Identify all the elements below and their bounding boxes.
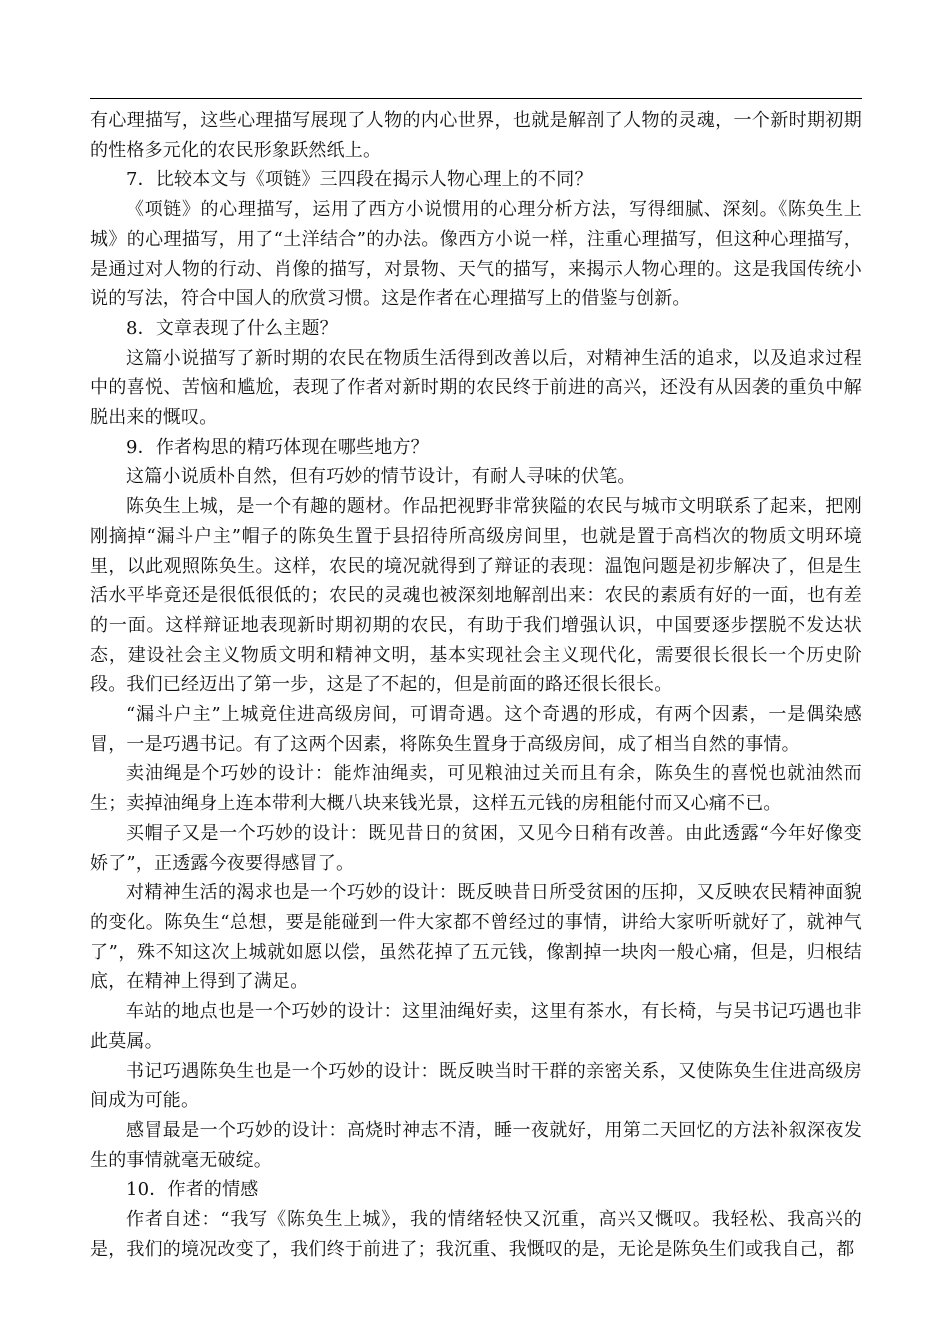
question-10: 10．作者的情感 <box>126 1179 259 1201</box>
answer-9-paragraph: 对精神生活的渴求也是一个巧妙的设计：既反映昔日所受贫困的压抑，又反映农民精神面貌的变化。陈奂生“总想，要是能碰到一件大家都不曾经过的事情，讲给大家听听就好了，就神气了”，殊不知这次上城就如愿以偿，虽然花掉了五元钱，像割掉一块肉一般心痛，但是，归根结底，在精神上得到了满足。 <box>90 882 862 993</box>
paragraph-1: 有心理描写，这些心理描写展现了人物的内心世界，也就是解剖了人物的灵魂，一个新时期初期的性格多元化的农民形象跃然纸上。 <box>90 110 862 161</box>
answer-9-paragraph: 车站的地点也是一个巧妙的设计：这里油绳好卖，这里有茶水，有长椅，与吴书记巧遇也非此莫属。 <box>90 1001 862 1052</box>
answer-9-paragraph: 书记巧遇陈奂生也是一个巧妙的设计：既反映当时干群的亲密关系，又使陈奂生住进高级房间成为可能。 <box>90 1060 862 1112</box>
answer-9-paragraph: “漏斗户主”上城竟住进高级房间，可谓奇遇。这个奇遇的形成，有两个因素，一是偶染感冒，一是巧遇书记。有了这两个因素，将陈奂生置身于高级房间，成了相当自然的事情。 <box>90 704 862 755</box>
header-rule <box>90 98 862 99</box>
answer-7: 《项链》的心理描写，运用了西方小说惯用的心理分析方法，写得细腻、深刻。《陈奂生上城》的心理描写，用了“土洋结合”的办法。像西方小说一样，注重心理描写，但这种心理描写，是通过对人物的行动、肖像的描写，对景物、天气的描写，来揭示人物心理的。这是我国传统小说的写法，符合中国人的欣赏习惯。这是作者在心理描写上的借鉴与创新。 <box>90 199 862 310</box>
question-7: 7．比较本文与《项链》三四段在揭示人物心理上的不同？ <box>126 169 593 191</box>
answer-9-intro: 这篇小说质朴自然，但有巧妙的情节设计，有耐人寻味的伏笔。 <box>126 466 636 488</box>
answer-10: 作者自述：“我写《陈奂生上城》，我的情绪轻快又沉重，高兴又慨叹。我轻松、我高兴的是，我们的境况改变了，我们终于前进了；我沉重、我慨叹的是，无论是陈奂生们或我自己，都 <box>90 1209 862 1260</box>
question-8: 8．文章表现了什么主题？ <box>126 317 338 339</box>
document-body <box>90 106 862 1264</box>
answer-9-paragraph: 卖油绳是个巧妙的设计：能炸油绳卖，可见粮油过关而且有余，陈奂生的喜悦也就油然而生；卖掉油绳身上连本带利大概八块来钱光景，这样五元钱的房租能付而又心痛不已。 <box>90 763 862 815</box>
answer-8: 这篇小说描写了新时期的农民在物质生活得到改善以后，对精神生活的追求，以及追求过程中的喜悦、苦恼和尴尬，表现了作者对新时期的农民终于前进的高兴，还没有从因袭的重负中解脱出来的慨叹。 <box>90 347 862 429</box>
answer-9-paragraph: 陈奂生上城，是一个有趣的题材。作品把视野非常狭隘的农民与城市文明联系了起来，把刚刚摘掉“漏斗户主”帽子的陈奂生置于县招待所高级房间里，也就是置于高档次的物质文明环境里，以此观照陈奂生。这样，农民的境况就得到了辩证的表现：温饱问题是初步解决了，但是生活水平毕竟还是很低很低的；农民的灵魂也被深刻地解剖出来：农民的素质有好的一面，也有差的一面。这样辩证地表现新时期初期的农民，有助于我们增强认识，中国要逐步摆脱不发达状态，建设社会主义物质文明和精神文明，基本实现社会主义现代化，需要很长很长一个历史阶段。我们已经迈出了第一步，这是了不起的，但是前面的路还很长很长。 <box>90 496 862 696</box>
question-9: 9．作者构思的精巧体现在哪些地方？ <box>126 436 429 458</box>
answer-9-paragraph: 感冒最是一个巧妙的设计：高烧时神志不清，睡一夜就好，用第二天回忆的方法补叙深夜发生的事情就毫无破绽。 <box>90 1119 862 1171</box>
answer-9-paragraph: 买帽子又是一个巧妙的设计：既见昔日的贫困，又见今日稍有改善。由此透露“今年好像变娇了”，正透露今夜要得感冒了。 <box>90 822 862 874</box>
